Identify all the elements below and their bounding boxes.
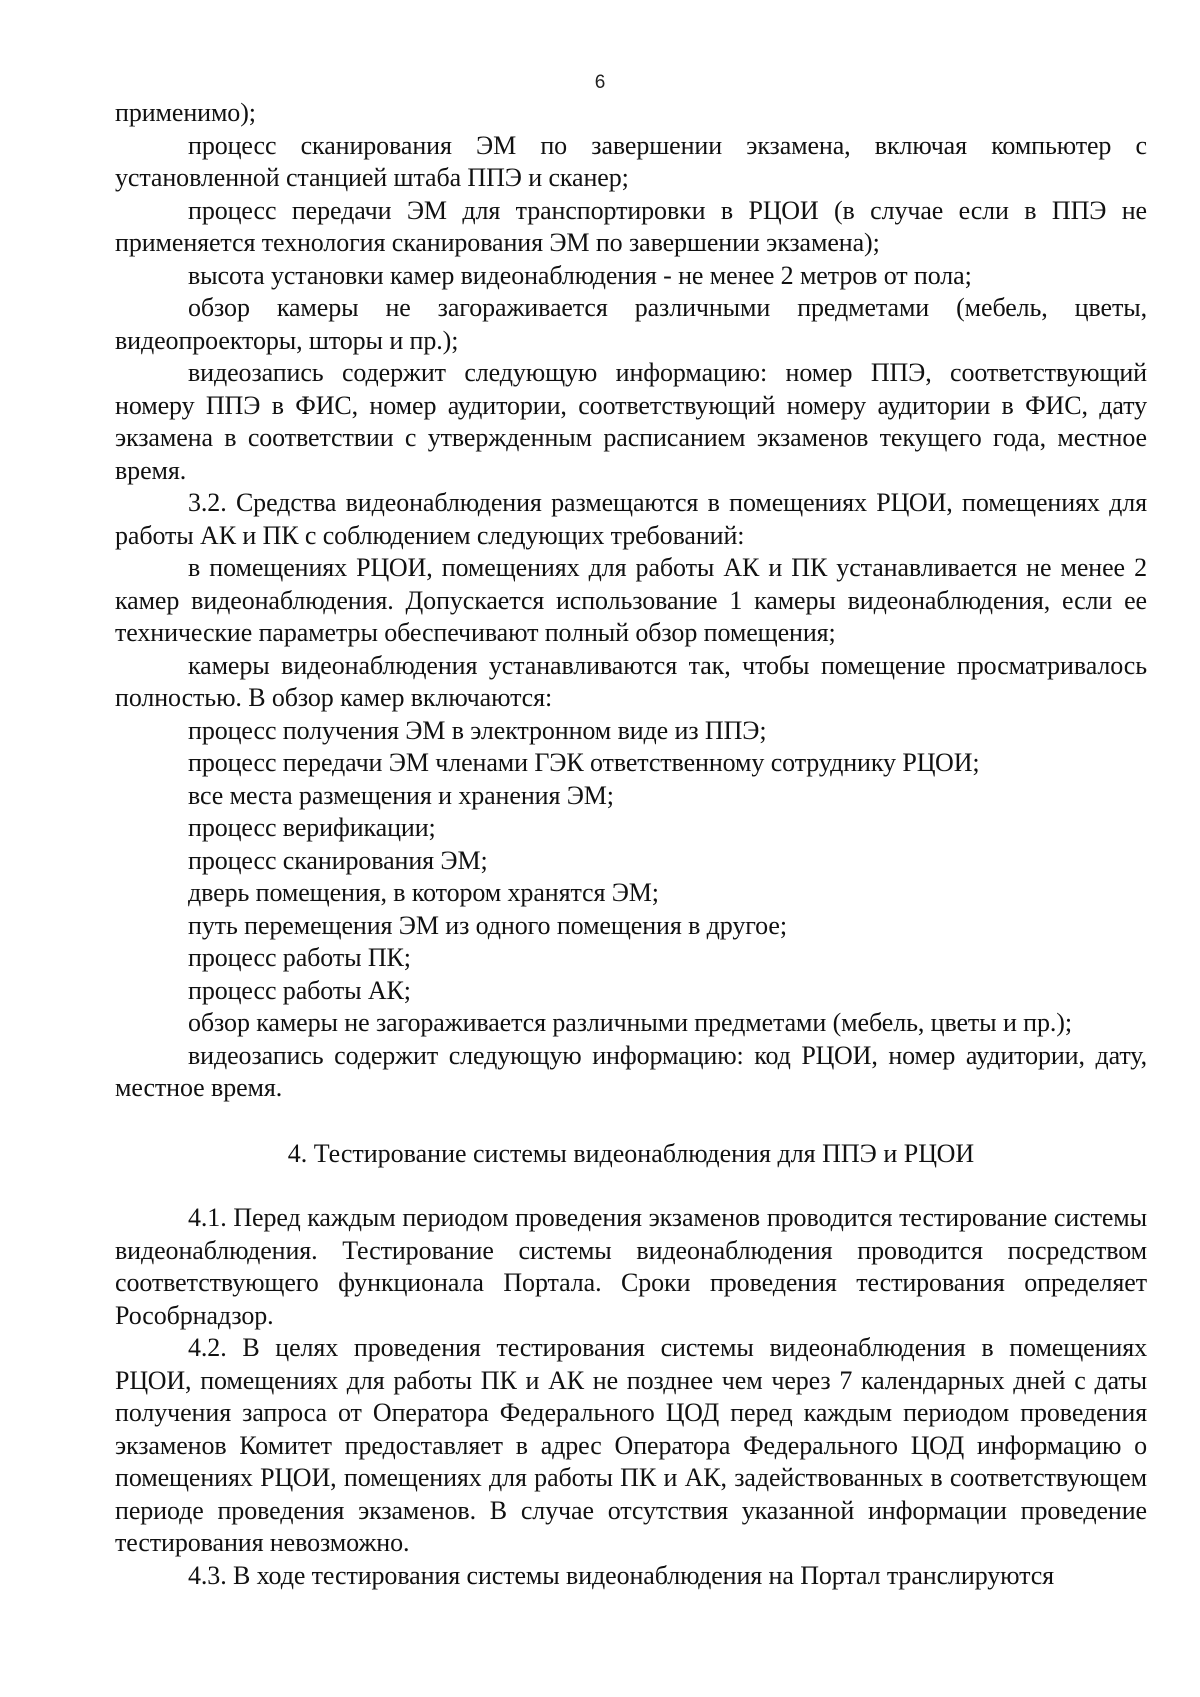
paragraph: применимо); (115, 98, 256, 127)
list-item: процесс передачи ЭМ членами ГЭК ответственному сотруднику РЦОИ; (188, 748, 980, 777)
section-heading: 4. Тестирование системы видеонаблюдения для ППЭ и РЦОИ (287, 1138, 975, 1168)
paragraph: камеры видеонаблюдения устанавливаются так, чтобы помещение просматривалось полностью. В обзор камер включаются: (115, 650, 1147, 712)
paragraph: процесс передачи ЭМ для транспортировки в РЦОИ (в случае если в ППЭ не применяется технология сканирования ЭМ по завершении экзамена); (115, 195, 1147, 257)
paragraph: видеозапись содержит следующую информацию: номер ППЭ, соответствующий номеру ППЭ в ФИС, номер аудитории, соответствующий номеру аудитории в ФИС, дату экзамена в соответствии с утвержденным расписанием экзаменов текущего года, местное время. (115, 358, 1147, 485)
paragraph: процесс сканирования ЭМ по завершении экзамена, включая компьютер с установленной станцией штаба ППЭ и сканер; (115, 130, 1147, 192)
document-body (115, 97, 1147, 1592)
paragraph: 3.2. Средства видеонаблюдения размещаются в помещениях РЦОИ, помещениях для работы АК и ПК с соблюдением следующих требований: (115, 488, 1147, 550)
list-item: процесс сканирования ЭМ; (188, 845, 488, 875)
paragraph: высота установки камер видеонаблюдения - не менее 2 метров от пола; (188, 260, 972, 290)
page-number: 6 (594, 72, 606, 93)
list-item: дверь помещения, в котором хранятся ЭМ; (188, 878, 659, 907)
paragraph: 4.1. Перед каждым периодом проведения экзаменов проводится тестирование системы видеонаблюдения. Тестирование системы видеонаблюдения проводится посредством соответствующего функционала Портала. Сроки проведения тестирования определяет Рособрнадзор. (115, 1203, 1147, 1330)
paragraph: 4.2. В целях проведения тестирования системы видеонаблюдения в помещениях РЦОИ, помещениях для работы ПК и АК не позднее чем через 7 календарных дней с даты получения запроса от Оператора Федерального ЦОД перед каждым периодом проведения экзаменов Комитет предоставляет в адрес Оператора Федерального ЦОД информацию о помещениях РЦОИ, помещениях для работы ПК и АК, задействованных в соответствующем периоде проведения экзаменов. В случае отсутствия указанной информации проведение тестирования невозможно. (115, 1333, 1147, 1557)
list-item: все места размещения и хранения ЭМ; (188, 780, 614, 810)
paragraph: обзор камеры не загораживается различными предметами (мебель, цветы, видеопроекторы, шторы и пр.); (115, 293, 1147, 355)
paragraph: в помещениях РЦОИ, помещениях для работы АК и ПК устанавливается не менее 2 камер видеонаблюдения. Допускается использование 1 камеры видеонаблюдения, если ее технические параметры обеспечивают полный обзор помещения; (115, 553, 1147, 647)
list-item: процесс верификации; (188, 813, 436, 842)
list-item: путь перемещения ЭМ из одного помещения в другое; (188, 910, 787, 940)
list-item: процесс работы АК; (188, 975, 411, 1005)
list-item: процесс работы ПК; (188, 943, 411, 972)
paragraph: 4.3. В ходе тестирования системы видеонаблюдения на Портал транслируются (188, 1560, 1055, 1590)
list-item: процесс получения ЭМ в электронном виде из ППЭ; (188, 715, 767, 745)
paragraph: видеозапись содержит следующую информацию: код РЦОИ, номер аудитории, дату, местное время. (115, 1040, 1147, 1102)
paragraph: обзор камеры не загораживается различными предметами (мебель, цветы и пр.); (188, 1008, 1072, 1037)
